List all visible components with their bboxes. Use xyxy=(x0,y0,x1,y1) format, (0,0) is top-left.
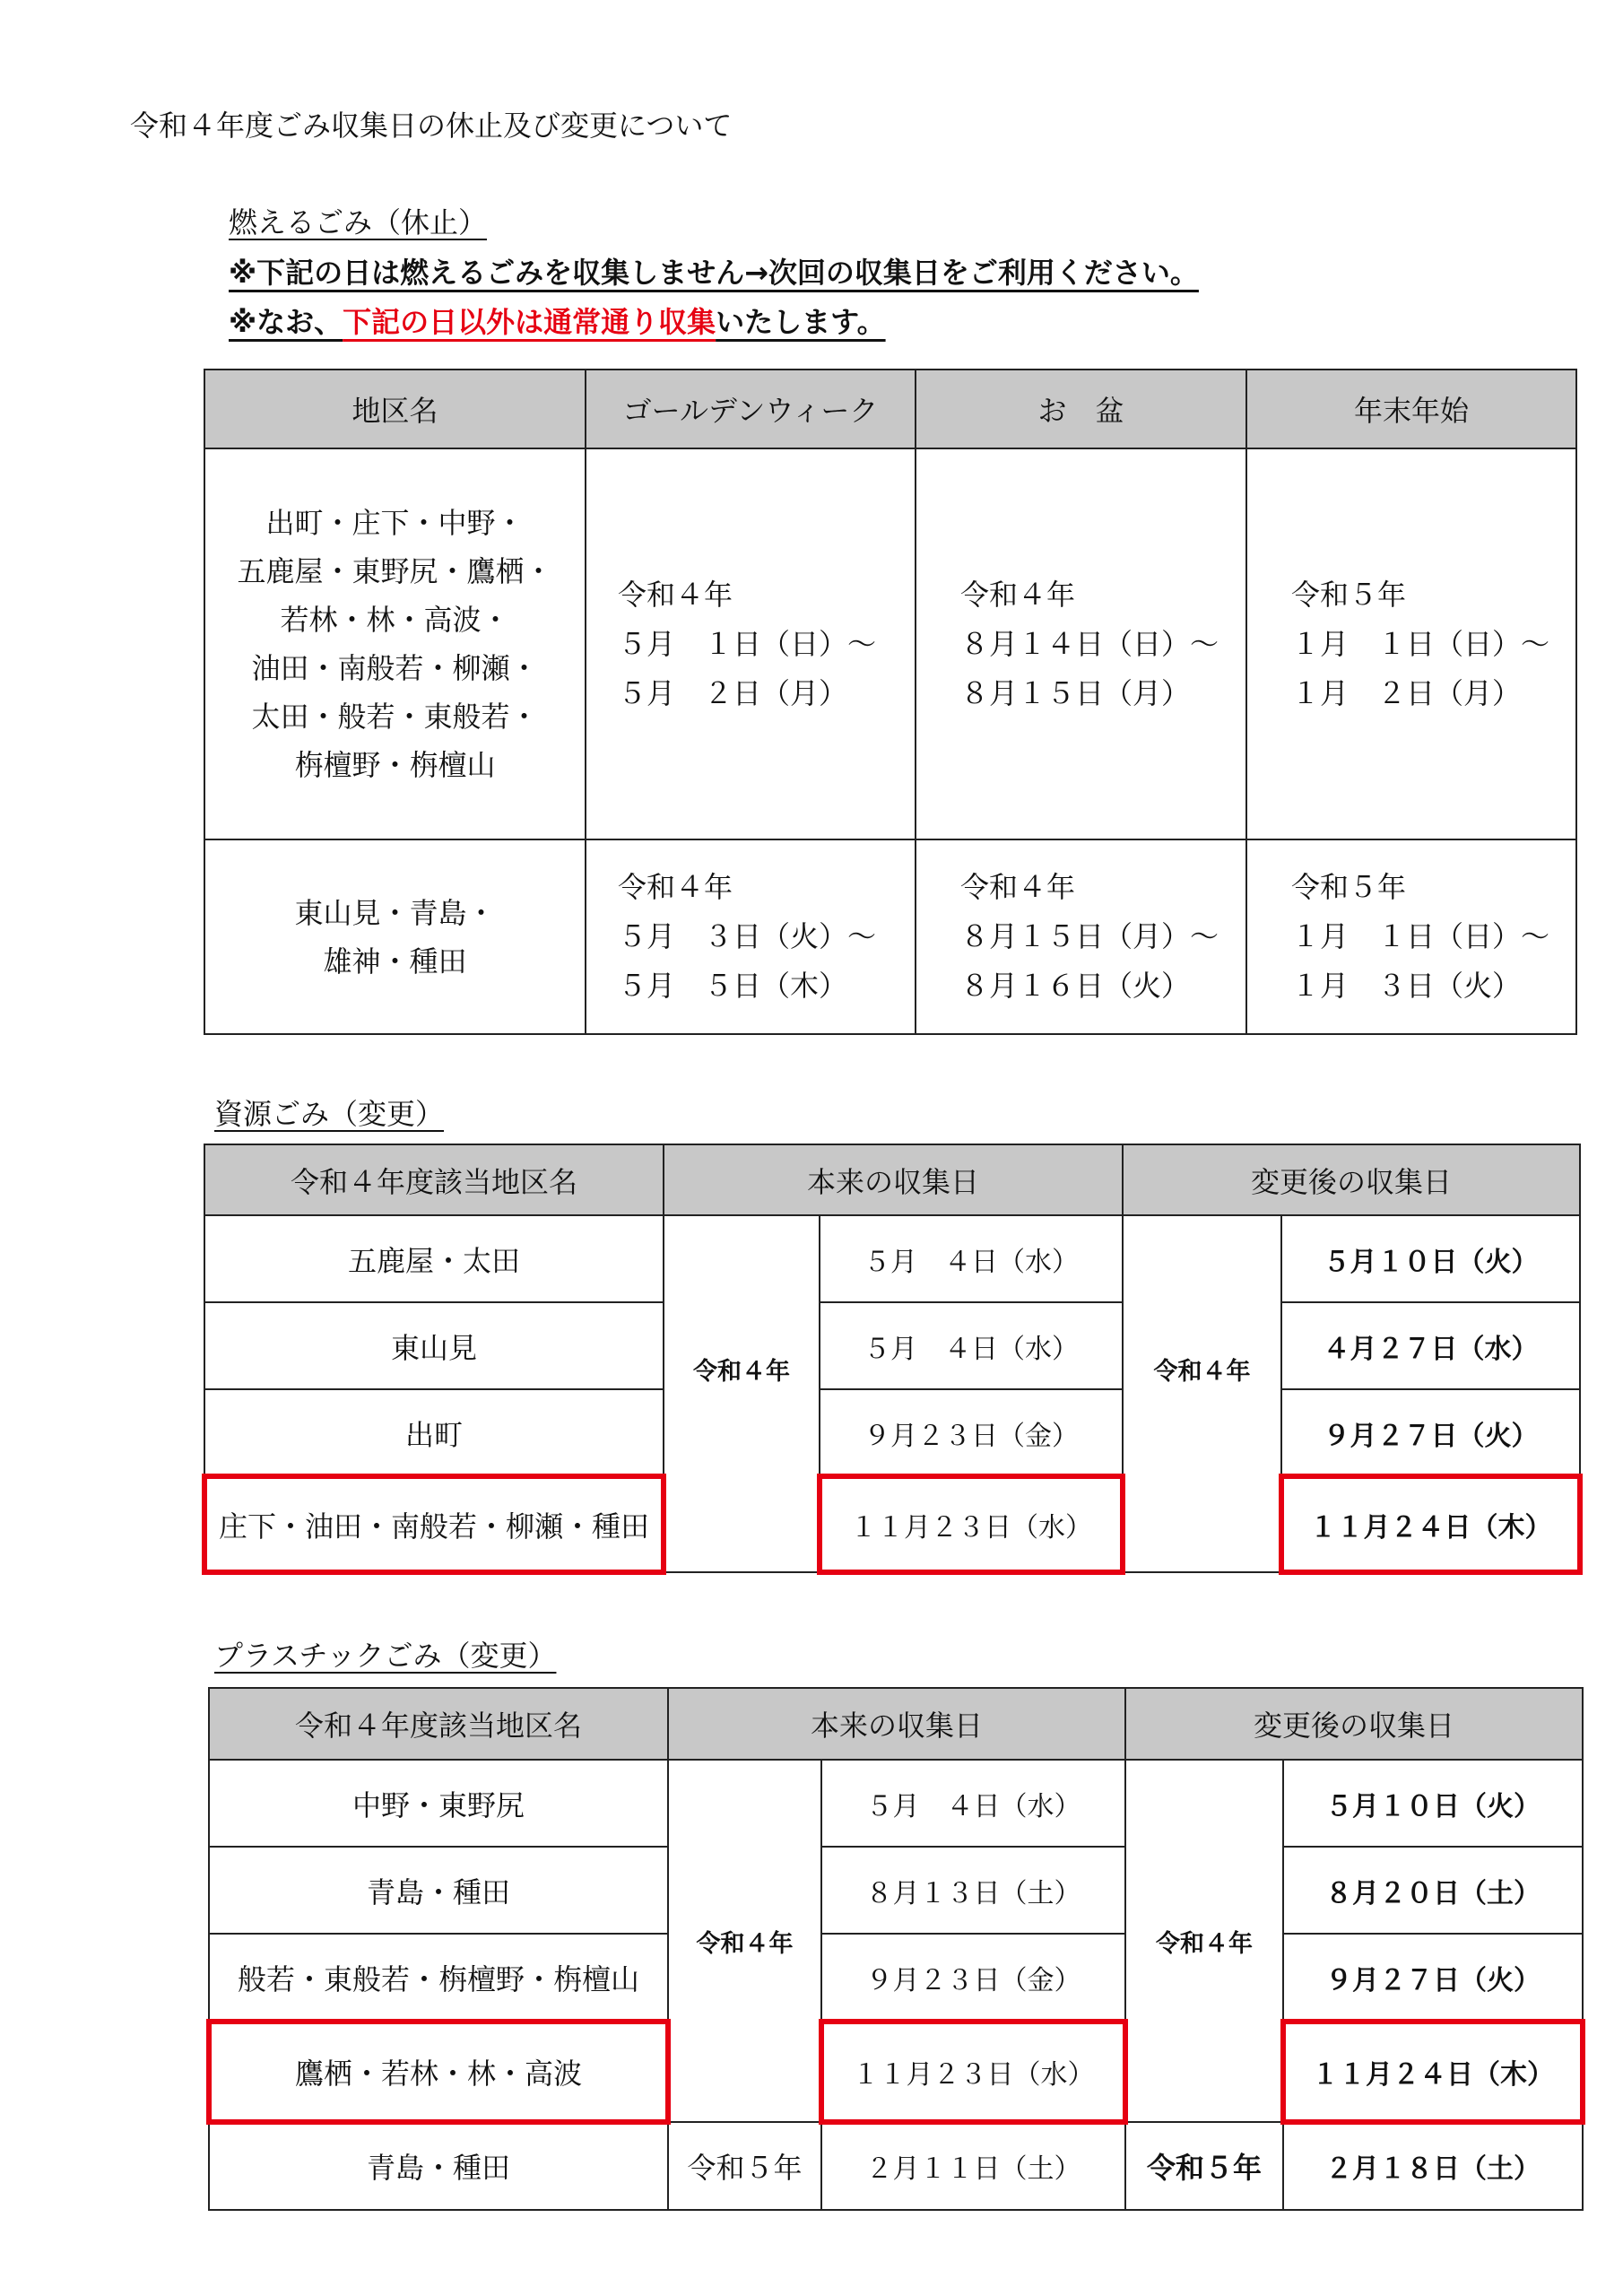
header-changed-date: 変更後の収集日 xyxy=(1125,1688,1583,1760)
burnable-notice-no-collection: ※下記の日は燃えるごみを収集しません→次回の収集日をご利用ください。 xyxy=(229,256,1199,290)
new-year-cell xyxy=(1246,839,1576,1034)
changed-date-cell: ４月２７日（水） xyxy=(1281,1302,1580,1389)
period-start: １月 １日（日）～ xyxy=(1291,626,1550,661)
notice-emphasis: 下記の日以外は通常通り収集 xyxy=(343,305,716,339)
period-start: １月 １日（日）～ xyxy=(1291,919,1550,953)
burnable-suspension-table xyxy=(204,369,1577,1035)
header-district: 令和４年度該当地区名 xyxy=(209,1688,668,1760)
original-year-cell: 令和５年 xyxy=(668,2122,821,2210)
header-obon: お 盆 xyxy=(916,370,1246,448)
header-original-date: 本来の収集日 xyxy=(668,1688,1125,1760)
changed-date-cell-highlighted: １１月２４日（木） xyxy=(1283,2022,1583,2122)
changed-year-cell: 令和４年 xyxy=(1123,1215,1281,1572)
year-label: 令和５年 xyxy=(1291,870,1407,904)
year-label: 令和４年 xyxy=(960,577,1076,612)
changed-date-cell: ５月１０日（火） xyxy=(1281,1215,1580,1302)
district-cell xyxy=(204,448,586,839)
table-row xyxy=(204,1389,1580,1476)
district-cell: 般若・東般若・栴檀野・栴檀山 xyxy=(209,1934,668,2022)
recyclable-heading: 資源ごみ（変更） xyxy=(214,1097,445,1131)
header-district: 地区名 xyxy=(204,370,586,448)
notice-prefix: ※なお、 xyxy=(229,305,343,339)
district-cell xyxy=(204,839,586,1034)
changed-date-cell: ９月２７日（火） xyxy=(1283,1934,1583,2022)
period-start: ８月１４日（日）～ xyxy=(960,626,1219,661)
plastic-heading: プラスチックごみ（変更） xyxy=(214,1639,557,1673)
golden-week-cell xyxy=(586,839,916,1034)
district-cell-highlighted: 庄下・油田・南般若・柳瀬・種田 xyxy=(204,1476,664,1572)
year-label: 令和４年 xyxy=(618,577,733,612)
district-cell-highlighted: 鷹栖・若林・林・高波 xyxy=(209,2022,668,2122)
district-cell: 青島・種田 xyxy=(209,1847,668,1934)
district-line: 栴檀野・栴檀山 xyxy=(294,748,496,782)
table-row xyxy=(204,839,1576,1034)
original-year-cell: 令和４年 xyxy=(668,1760,821,2122)
year-label: 令和４年 xyxy=(960,870,1076,904)
header-district: 令和４年度該当地区名 xyxy=(204,1144,664,1215)
original-date-cell: ８月１３日（土） xyxy=(821,1847,1125,1934)
period-start: ５月 ３日（火）～ xyxy=(618,919,877,953)
district-cell: 出町 xyxy=(204,1389,664,1476)
table-header-row xyxy=(204,1144,1580,1215)
table-row-highlighted xyxy=(204,1476,1580,1572)
header-changed-date: 変更後の収集日 xyxy=(1123,1144,1580,1215)
golden-week-cell xyxy=(586,448,916,839)
plastic-change-table xyxy=(208,1687,1584,2211)
district-line: 出町・庄下・中野・ xyxy=(265,506,525,540)
new-year-cell xyxy=(1246,448,1576,839)
original-date-cell: ２月１１日（土） xyxy=(821,2122,1125,2210)
obon-cell xyxy=(916,448,1246,839)
period-end: ８月１５日（月） xyxy=(960,675,1191,710)
district-cell: 東山見 xyxy=(204,1302,664,1389)
changed-date-cell: ５月１０日（火） xyxy=(1283,1760,1583,1847)
table-row xyxy=(209,2122,1583,2210)
notice-suffix: いたします。 xyxy=(716,305,886,339)
table-header-row xyxy=(209,1688,1583,1760)
period-end: ８月１６日（火） xyxy=(960,969,1191,1003)
changed-date-cell: ９月２７日（火） xyxy=(1281,1389,1580,1476)
district-cell: 青島・種田 xyxy=(209,2122,668,2210)
original-date-cell: ５月 ４日（水） xyxy=(820,1215,1123,1302)
district-line: 東山見・青島・ xyxy=(294,895,496,930)
original-date-cell: ９月２３日（金） xyxy=(821,1934,1125,2022)
changed-date-cell-highlighted: １１月２４日（木） xyxy=(1281,1476,1580,1572)
changed-date-cell: ８月２０日（土） xyxy=(1283,1847,1583,1934)
district-cell: 中野・東野尻 xyxy=(209,1760,668,1847)
original-date-cell-highlighted: １１月２３日（水） xyxy=(820,1476,1123,1572)
recyclable-change-table xyxy=(204,1144,1581,1573)
year-label: 令和４年 xyxy=(618,870,733,904)
district-line: 太田・般若・東般若・ xyxy=(251,700,539,734)
original-date-cell-highlighted: １１月２３日（水） xyxy=(821,2022,1125,2122)
district-line: 雄神・種田 xyxy=(323,944,467,978)
changed-date-cell: ２月１８日（土） xyxy=(1283,2122,1583,2210)
period-end: ５月 ５日（木） xyxy=(618,969,848,1003)
period-start: ５月 １日（日）～ xyxy=(618,626,877,661)
original-date-cell: ５月 ４日（水） xyxy=(821,1760,1125,1847)
district-cell: 五鹿屋・太田 xyxy=(204,1215,664,1302)
original-year-cell: 令和４年 xyxy=(664,1215,820,1572)
district-line: 五鹿屋・東野尻・鷹栖・ xyxy=(237,554,553,588)
table-row xyxy=(204,448,1576,839)
original-date-cell: ９月２３日（金） xyxy=(820,1389,1123,1476)
table-row xyxy=(209,1934,1583,2022)
original-date-cell: ５月 ４日（水） xyxy=(820,1302,1123,1389)
year-label: 令和５年 xyxy=(1291,577,1407,612)
document-title: 令和４年度ごみ収集日の休止及び変更について xyxy=(130,109,733,143)
table-row xyxy=(209,1760,1583,1847)
header-original-date: 本来の収集日 xyxy=(664,1144,1123,1215)
period-end: １月 ２日（月） xyxy=(1291,675,1522,710)
changed-year-cell: 令和５年 xyxy=(1125,2122,1283,2210)
period-start: ８月１５日（月）～ xyxy=(960,919,1219,953)
burnable-heading: 燃えるごみ（休止） xyxy=(229,205,488,239)
table-header-row xyxy=(204,370,1576,448)
table-row xyxy=(209,1847,1583,1934)
table-row xyxy=(204,1302,1580,1389)
burnable-notice-normal-collection xyxy=(229,302,886,342)
district-line: 油田・南般若・柳瀬・ xyxy=(251,651,539,685)
header-golden-week: ゴールデンウィーク xyxy=(586,370,916,448)
district-line: 若林・林・高波・ xyxy=(280,603,510,637)
header-new-year: 年末年始 xyxy=(1246,370,1576,448)
table-row xyxy=(204,1215,1580,1302)
obon-cell xyxy=(916,839,1246,1034)
period-end: ５月 ２日（月） xyxy=(618,675,848,710)
changed-year-cell: 令和４年 xyxy=(1125,1760,1283,2122)
period-end: １月 ３日（火） xyxy=(1291,969,1522,1003)
table-row-highlighted xyxy=(209,2022,1583,2122)
